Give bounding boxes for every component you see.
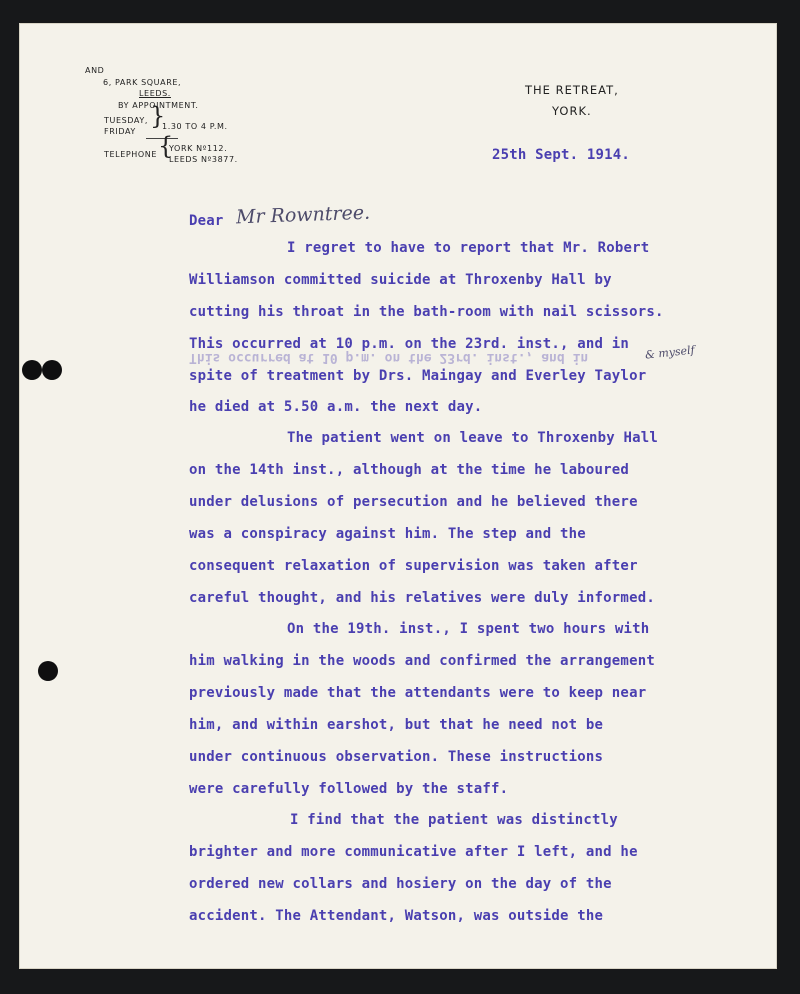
body-line: I regret to have to report that Mr. Robert (287, 240, 650, 256)
letterhead-day2: FRIDAY (104, 127, 136, 136)
body-line: him walking in the woods and confirmed the arrangement (189, 653, 655, 669)
body-line: was a conspiracy against him. The step and the (189, 526, 586, 542)
letterhead-phone-leeds: LEEDS Nº3877. (169, 155, 238, 164)
body-line: Williamson committed suicide at Throxenby Hall by (189, 272, 612, 288)
letterhead-and: AND (85, 66, 105, 75)
body-line: were carefully followed by the staff. (189, 781, 509, 797)
letter-date: 25th Sept. 1914. (492, 147, 631, 163)
offset-impression: This occurred at 10 p.m. on the 23rd. inst., and in (189, 350, 589, 365)
letterhead-hours: 1.30 TO 4 P.M. (162, 122, 228, 131)
body-line: under continuous observation. These instructions (189, 749, 604, 765)
letterhead-telephone: TELEPHONE (104, 150, 158, 159)
letterhead-brace-days: } (150, 102, 166, 130)
body-line: previously made that the attendants were to keep near (189, 685, 647, 701)
salutation-typed: Dear (189, 213, 224, 229)
body-line: careful thought, and his relatives were duly informed. (189, 590, 655, 606)
body-line: I find that the patient was distinctly (290, 812, 618, 828)
salutation-handwritten: Mr Rowntree. (235, 201, 371, 229)
body-line: ordered new collars and hosiery on the day of the (189, 876, 612, 892)
body-line: accident. The Attendant, Watson, was outside the (189, 908, 604, 924)
body-line: on the 14th inst., although at the time he laboured (189, 462, 630, 478)
letterhead-day1: TUESDAY, (104, 116, 148, 125)
body-line: The patient went on leave to Throxenby Hall (287, 430, 659, 446)
handwritten-insertion: & myself (644, 343, 696, 362)
punch-hole-top-2 (42, 360, 62, 380)
body-line: This occurred at 10 p.m. on the 23rd. inst., and in (189, 336, 630, 352)
body-line: consequent relaxation of supervision was taken after (189, 558, 638, 574)
body-line: brighter and more communicative after I left, and he (189, 844, 638, 860)
body-line: him, and within earshot, but that he need not be (189, 717, 604, 733)
body-line: spite of treatment by Drs. Maingay and Everley Taylor (189, 368, 647, 384)
body-line: he died at 5.50 a.m. the next day. (189, 399, 483, 415)
letterhead-city: LEEDS. (139, 89, 171, 98)
body-line: cutting his throat in the bath-room with nail scissors. (189, 304, 664, 320)
body-line: under delusions of persecution and he believed there (189, 494, 638, 510)
letterhead-appointment: BY APPOINTMENT. (118, 101, 199, 110)
letterhead-phone-york: YORK Nº112. (169, 144, 228, 153)
letterhead-brace-phones: { (158, 132, 174, 160)
letterhead-address: 6, PARK SQUARE, (103, 78, 182, 87)
punch-hole-top (22, 360, 42, 380)
body-line: On the 19th. inst., I spent two hours with (287, 621, 650, 637)
sender-address-line1: THE RETREAT, (525, 83, 619, 97)
punch-hole-bottom (38, 661, 58, 681)
sender-address-line2: YORK. (552, 104, 592, 118)
